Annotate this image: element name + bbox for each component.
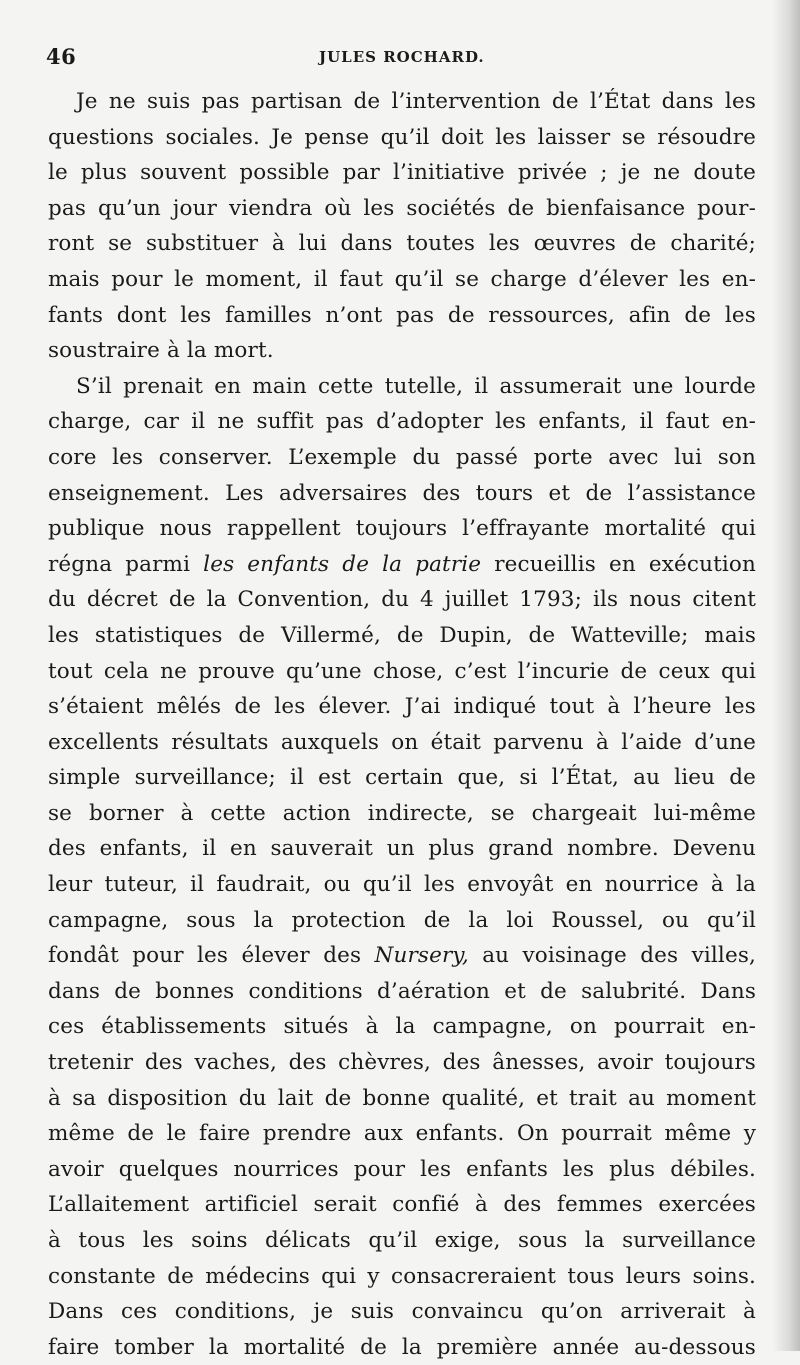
text-line: constante de médecins qui y consacreraient tous leurs soins. bbox=[48, 1263, 756, 1289]
text-line: simple surveillance; il est certain que, si l’État, au lieu de bbox=[48, 765, 756, 791]
text-line: enseignement. Les adversaires des tours et de l’assistance bbox=[48, 480, 756, 506]
text-line: s’étaient mêlés de les élever. J’ai indiqué tout à l’heure les bbox=[48, 694, 756, 720]
text-line: ces établissements situés à la campagne, on pourrait en- bbox=[48, 1014, 756, 1040]
text-line: des enfants, il en sauverait un plus grand nombre. Devenu bbox=[48, 836, 756, 862]
text-line: fants dont les familles n’ont pas de ressources, afin de les bbox=[48, 302, 756, 328]
text-line: Je ne suis pas partisan de l’intervention de l’État dans les bbox=[76, 89, 756, 114]
text-line: publique nous rappellent toujours l’effrayante mortalité qui bbox=[48, 516, 756, 542]
page-header bbox=[46, 44, 766, 74]
text-line: core les conserver. L’exemple du passé porte avec lui son bbox=[48, 444, 756, 470]
text-line bbox=[48, 938, 756, 974]
text-line bbox=[48, 547, 756, 583]
text-segment: recueillis en exécution bbox=[494, 551, 757, 577]
text-line: leur tuteur, il faudrait, ou qu’il les envoyât en nourrice à la bbox=[48, 872, 756, 898]
text-line: pas qu’un jour viendra où les sociétés de bienfaisance pour- bbox=[48, 195, 756, 221]
text-line: faire tomber la mortalité de la première année au-dessous bbox=[48, 1334, 756, 1360]
text-segment: fondât pour les élever des bbox=[48, 943, 362, 969]
text-line: Dans ces conditions, je suis convaincu qu’on arriverait à bbox=[48, 1299, 756, 1325]
text-line: S’il prenait en main cette tutelle, il assumerait une lourde bbox=[76, 373, 756, 399]
text-line: à tous les soins délicats qu’il exige, sous la surveillance bbox=[48, 1228, 756, 1253]
text-line: mais pour le moment, il faut qu’il se charge d’élever les en- bbox=[48, 266, 756, 292]
text-line: dans de bonnes conditions d’aération et de salubrité. Dans bbox=[48, 978, 756, 1004]
text-line: campagne, sous la protection de la loi Roussel, ou qu’il bbox=[48, 907, 756, 933]
text-line: ront se substituer à lui dans toutes les œuvres de charité; bbox=[48, 231, 756, 257]
text-line: soustraire à la mort. bbox=[48, 338, 274, 364]
text-line: se borner à cette action indirecte, se chargeait lui-même bbox=[48, 800, 756, 826]
text-line: avoir quelques nourrices pour les enfants les plus débiles. bbox=[48, 1156, 756, 1182]
text-line: le plus souvent possible par l’initiative privée ; je ne doute bbox=[48, 160, 756, 186]
text-line: tout cela ne prouve qu’une chose, c’est l’incurie de ceux qui bbox=[48, 658, 756, 684]
text-segment: au voisinage des villes, bbox=[482, 943, 756, 969]
text-line: questions sociales. Je pense qu’il doit les laisser se résoudre bbox=[48, 124, 756, 150]
text-line: charge, car il ne suffit pas d’adopter les enfants, il faut en- bbox=[48, 409, 756, 435]
text-line: à sa disposition du lait de bonne qualité, et trait au moment bbox=[48, 1085, 756, 1111]
page-edge-shadow bbox=[772, 0, 800, 1351]
text-line: excellents résultats auxquels on était parvenu à l’aide d’une bbox=[48, 729, 756, 755]
text-line: les statistiques de Villermé, de Dupin, de Watteville; mais bbox=[48, 622, 756, 648]
text-line: tretenir des vaches, des chèvres, des ânesses, avoir toujours bbox=[48, 1050, 756, 1076]
text-line: même de le faire prendre aux enfants. On pourrait même y bbox=[48, 1121, 756, 1147]
italic-phrase: les enfants de la patrie bbox=[203, 551, 482, 577]
text-line: du décret de la Convention, du 4 juillet 1793; ils nous citent bbox=[48, 587, 756, 613]
text-segment: régna parmi bbox=[48, 551, 191, 577]
text-line: L’allaitement artificiel serait confié à des femmes exercées bbox=[48, 1192, 756, 1218]
running-head: JULES ROCHARD. bbox=[319, 48, 485, 66]
italic-phrase: Nursery, bbox=[374, 943, 469, 969]
body-text bbox=[48, 84, 756, 1365]
page-number: 46 bbox=[46, 44, 77, 69]
